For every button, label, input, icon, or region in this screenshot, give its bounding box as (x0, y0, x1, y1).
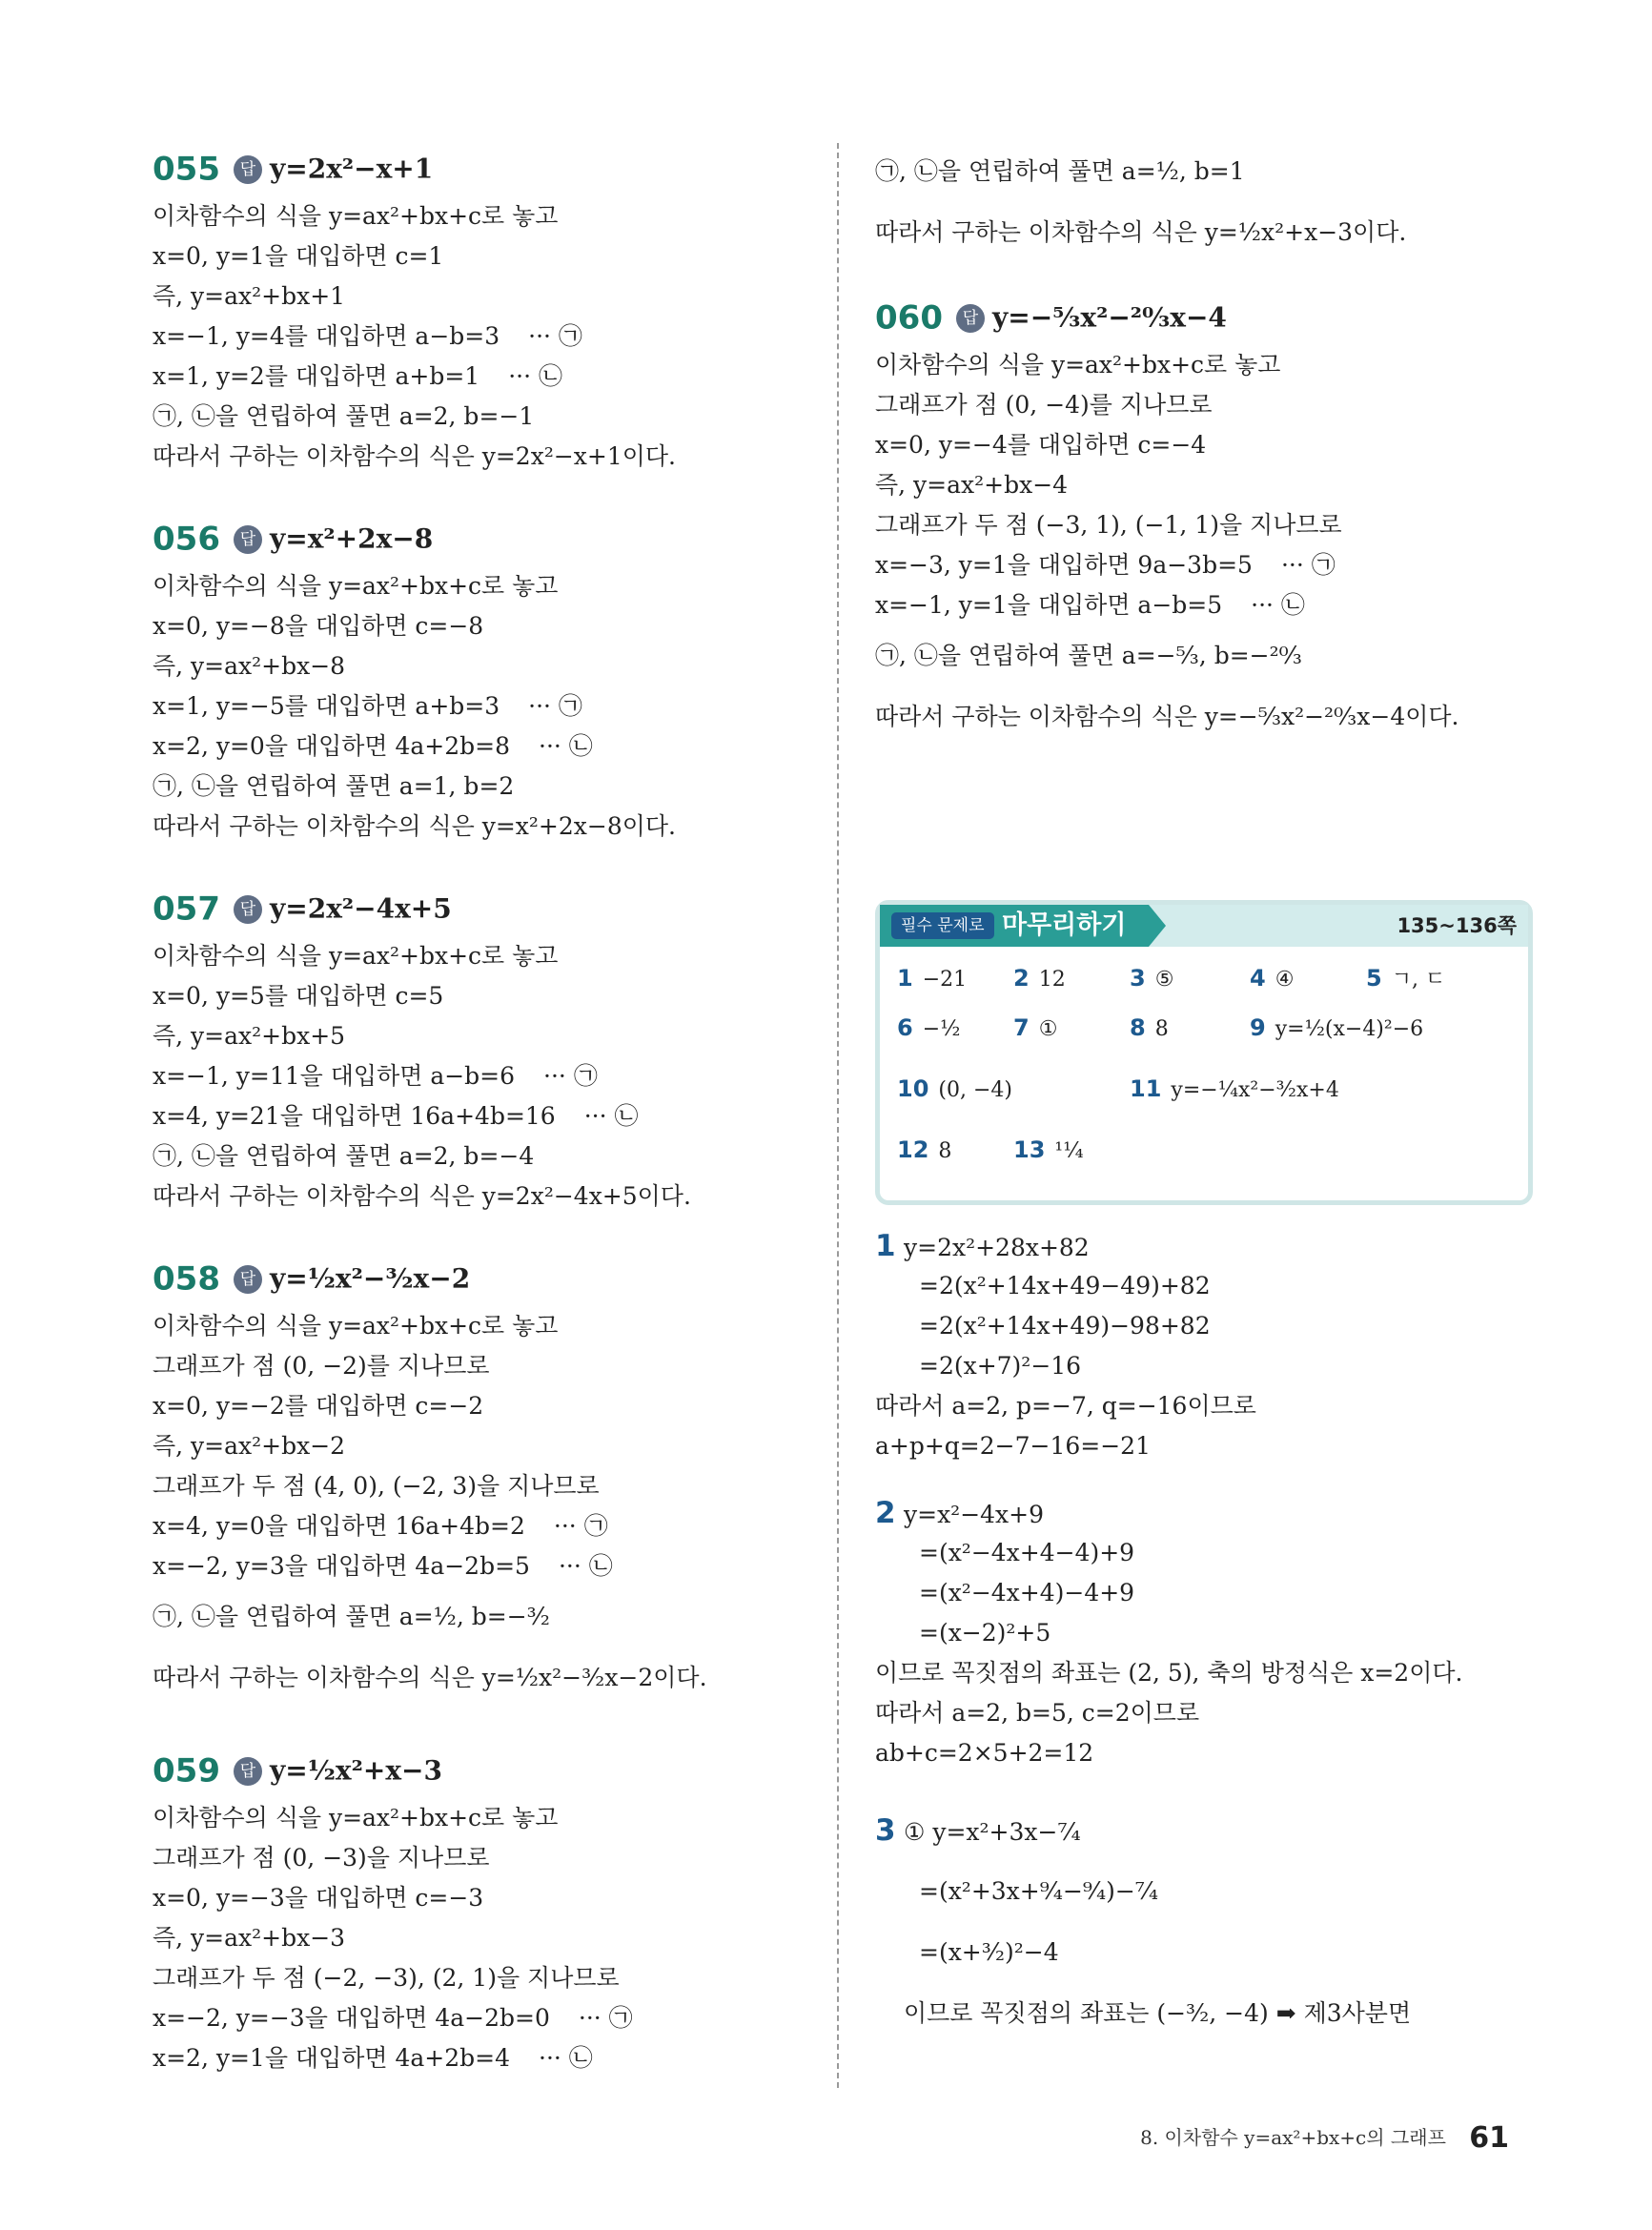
answer-cell (1366, 964, 1445, 994)
problem-answer: y=x²+2x−8 (269, 522, 434, 555)
equation-marker: ··· ㉡ (539, 2044, 593, 2072)
line-text: y=x²−4x+9 (904, 1501, 1044, 1528)
line-text: 따라서 구하는 이차함수의 식은 y=2x²−4x+5이다. (153, 1182, 691, 1210)
answer-badge: 답 (234, 895, 262, 924)
line-text: 따라서 a=2, p=−7, q=−16이므로 (875, 1392, 1256, 1420)
line-text: 이차함수의 식을 y=ax²+bx+c로 놓고 (153, 1312, 559, 1340)
answer-value: ④ (1275, 968, 1295, 992)
line-text: x=−1, y=11을 대입하면 a−b=6 (153, 1062, 516, 1090)
problem-block (153, 881, 820, 1217)
problem-number: 055 (153, 150, 220, 189)
problem-answer: y=−⁵⁄₃x²−²⁰⁄₃x−4 (991, 301, 1227, 334)
solution-block (875, 1493, 1542, 1773)
line-text: 그래프가 점 (0, −3)을 지나므로 (153, 1844, 490, 1872)
solution-line (153, 276, 820, 317)
problem-number: 060 (875, 298, 943, 338)
equation-marker: ··· ㉠ (553, 1512, 608, 1540)
right-column (875, 141, 1542, 2044)
solution-line (875, 385, 1542, 425)
line-text: x=4, y=21을 대입하면 16a+4b=16 (153, 1102, 556, 1130)
column-divider (837, 143, 839, 2088)
line-text: =(x²−4x+4)−4+9 (919, 1579, 1135, 1606)
equation-marker: ··· ㉡ (583, 1102, 639, 1130)
solution-line (875, 1800, 1542, 1861)
summary-box (875, 900, 1533, 1205)
answer-cell (1013, 1135, 1084, 1166)
equation-marker: ··· ㉠ (1280, 551, 1336, 579)
solution-line (875, 141, 1542, 202)
answer-cell (897, 1135, 951, 1166)
answer-cell (897, 1013, 960, 1044)
solution-line (153, 646, 820, 686)
line-text: x=−3, y=1을 대입하면 9a−3b=5 (875, 551, 1253, 579)
line-text: 즉, y=ax²+bx−3 (153, 1924, 346, 1952)
answer-value: 8 (938, 1139, 952, 1163)
line-text: y=2x²+28x+82 (904, 1234, 1090, 1261)
problem-block (153, 1743, 820, 2078)
solution-line (153, 1426, 820, 1466)
line-text: 이므로 꼭짓점의 좌표는 (2, 5), 축의 방정식은 x=2이다. (875, 1659, 1463, 1687)
solution-line (153, 236, 820, 276)
line-text: 이차함수의 식을 y=ax²+bx+c로 놓고 (153, 202, 559, 230)
solution-line (153, 2038, 820, 2078)
solution-line (153, 437, 820, 477)
line-text: x=1, y=2를 대입하면 a+b=1 (153, 362, 480, 390)
answer-number: 12 (897, 1136, 929, 1163)
line-text: ㉠, ㉡을 연립하여 풀면 a=1, b=2 (153, 772, 515, 800)
line-text: 따라서 구하는 이차함수의 식은 y=x²+2x−8이다. (153, 812, 676, 840)
solution-line (153, 317, 820, 357)
solution-line (875, 1922, 1542, 1983)
solution-block (875, 1800, 1542, 2044)
line-text: 즉, y=ax²+bx+1 (153, 282, 346, 310)
solution-line (875, 1613, 1542, 1653)
line-text: x=0, y=−3을 대입하면 c=−3 (153, 1884, 484, 1912)
line-text: =(x²+3x+⁹⁄₄−⁹⁄₄)−⁷⁄₄ (919, 1877, 1159, 1905)
line-text: 이므로 꼭짓점의 좌표는 (−³⁄₂, −4) ➡ 제3사분면 (904, 1999, 1412, 2027)
solution-number: 1 (875, 1229, 896, 1263)
line-text: 따라서 구하는 이차함수의 식은 y=−⁵⁄₃x²−²⁰⁄₃x−4이다. (875, 703, 1459, 730)
problem-answer: y=2x²−x+1 (269, 153, 434, 185)
answer-value: 8 (1154, 1017, 1169, 1041)
problem-number: 057 (153, 890, 220, 929)
line-text: x=−2, y=−3을 대입하면 4a−2b=0 (153, 2004, 550, 2032)
line-text: ab+c=2×5+2=12 (875, 1739, 1094, 1767)
problem-number: 058 (153, 1259, 220, 1299)
solution-number: 3 (875, 1813, 896, 1848)
answer-badge: 답 (956, 304, 985, 333)
solution-block (875, 1226, 1542, 1466)
problem-header (875, 290, 1542, 345)
equation-marker: ··· ㉡ (1251, 591, 1305, 619)
solution-line (875, 425, 1542, 465)
line-text: x=0, y=−4를 대입하면 c=−4 (875, 431, 1207, 459)
summary-tag: 필수 문제로 (891, 912, 994, 939)
answer-number: 6 (897, 1014, 913, 1041)
answer-value: ① (1038, 1017, 1058, 1041)
solution-line (153, 1506, 820, 1546)
line-text: ① y=x²+3x−⁷⁄₄ (904, 1818, 1081, 1846)
left-column (153, 141, 820, 2078)
problem-block (153, 141, 820, 477)
chapter-title: 8. 이차함수 y=ax²+bx+c의 그래프 (1140, 2126, 1446, 2149)
solution-line (153, 1918, 820, 1958)
line-text: 따라서 구하는 이차함수의 식은 y=2x²−x+1이다. (153, 442, 676, 470)
line-text: =(x²−4x+4−4)+9 (919, 1539, 1135, 1566)
equation-marker: ··· ㉠ (528, 692, 582, 720)
answer-cell (1250, 1013, 1423, 1044)
solution-line (153, 1306, 820, 1346)
solution-line (875, 686, 1542, 747)
answer-number: 5 (1366, 965, 1382, 992)
answer-cell (1013, 1013, 1057, 1044)
problem-answer: y=½x²+x−3 (269, 1754, 442, 1787)
problem-block (153, 511, 820, 847)
answer-cell (897, 964, 967, 994)
equation-marker: ··· ㉠ (543, 1062, 598, 1090)
answer-number: 1 (897, 965, 913, 992)
solution-line (153, 1958, 820, 1998)
solution-line (875, 1493, 1542, 1533)
solution-line (153, 1016, 820, 1056)
solution-line (875, 545, 1542, 585)
solution-line (875, 1653, 1542, 1693)
line-text: x=−2, y=3을 대입하면 4a−2b=5 (153, 1552, 530, 1580)
answer-value: y=−¼x²−³⁄₂x+4 (1171, 1078, 1339, 1102)
line-text: =(x−2)²+5 (919, 1619, 1051, 1647)
right-top-section (875, 141, 1542, 747)
problem-number: 056 (153, 520, 220, 559)
problem-header (153, 141, 820, 196)
answer-cell (1130, 1074, 1339, 1105)
answer-number: 13 (1013, 1136, 1046, 1163)
problem-header (153, 511, 820, 566)
solution-line (153, 1346, 820, 1386)
answer-cell (1013, 964, 1066, 994)
solution-line (875, 202, 1542, 263)
line-text: ㉠, ㉡을 연립하여 풀면 a=2, b=−4 (153, 1142, 535, 1170)
solution-line (153, 1838, 820, 1878)
solution-line (875, 1306, 1542, 1346)
solution-line (875, 1733, 1542, 1773)
solution-line (875, 625, 1542, 686)
line-text: 따라서 구하는 이차함수의 식은 y=½x²−³⁄₂x−2이다. (153, 1664, 707, 1691)
problem-header (153, 1743, 820, 1798)
equation-marker: ··· ㉡ (508, 362, 562, 390)
answer-number: 11 (1130, 1075, 1162, 1102)
line-text: 즉, y=ax²+bx−2 (153, 1432, 346, 1460)
solution-line (153, 1586, 820, 1647)
solution-line (153, 807, 820, 847)
solution-line (153, 566, 820, 606)
line-text: x=−1, y=4를 대입하면 a−b=3 (153, 322, 500, 350)
line-text: ㉠, ㉡을 연립하여 풀면 a=−⁵⁄₃, b=−²⁰⁄₃ (875, 642, 1302, 669)
answer-badge: 답 (234, 525, 262, 554)
line-text: x=1, y=−5를 대입하면 a+b=3 (153, 692, 500, 720)
page-number: 61 (1469, 2121, 1509, 2155)
line-text: 따라서 a=2, b=5, c=2이므로 (875, 1699, 1200, 1727)
answer-badge: 답 (234, 1265, 262, 1294)
answer-cell (1250, 964, 1294, 994)
line-text: 이차함수의 식을 y=ax²+bx+c로 놓고 (153, 1804, 559, 1831)
solution-line (153, 1466, 820, 1506)
line-text: x=−1, y=1을 대입하면 a−b=5 (875, 591, 1223, 619)
line-text: x=0, y=−2를 대입하면 c=−2 (153, 1392, 484, 1420)
solution-line (875, 505, 1542, 545)
solution-line (875, 1346, 1542, 1386)
answer-number: 10 (897, 1075, 929, 1102)
line-text: x=0, y=−8을 대입하면 c=−8 (153, 612, 484, 640)
answer-value: −½ (922, 1017, 961, 1041)
line-text: ㉠, ㉡을 연립하여 풀면 a=2, b=−1 (153, 402, 535, 430)
line-text: =(x+³⁄₂)²−4 (919, 1938, 1059, 1966)
solution-line (153, 767, 820, 807)
solution-line (875, 1861, 1542, 1922)
line-text: =2(x²+14x+49)−98+82 (919, 1312, 1211, 1340)
line-text: 이차함수의 식을 y=ax²+bx+c로 놓고 (153, 942, 559, 970)
solutions (875, 1226, 1542, 2044)
line-text: x=2, y=1을 대입하면 4a+2b=4 (153, 2044, 510, 2072)
solution-line (875, 1386, 1542, 1426)
equation-marker: ··· ㉡ (539, 732, 593, 760)
answer-value: −21 (922, 968, 968, 992)
line-text: 즉, y=ax²+bx−4 (875, 471, 1069, 499)
answer-value: ⑤ (1154, 968, 1174, 992)
solution-line (153, 976, 820, 1016)
solution-line (875, 1266, 1542, 1306)
line-text: ㉠, ㉡을 연립하여 풀면 a=½, b=−³⁄₂ (153, 1603, 550, 1630)
line-text: x=0, y=1을 대입하면 c=1 (153, 242, 444, 270)
solution-line (153, 357, 820, 397)
answer-value: ㄱ, ㄷ (1391, 968, 1446, 992)
answer-value: 12 (1038, 968, 1066, 992)
solution-line (153, 1998, 820, 2038)
line-text: x=4, y=0을 대입하면 16a+4b=2 (153, 1512, 525, 1540)
summary-box-header (880, 905, 1528, 947)
solution-line (875, 465, 1542, 505)
problem-060-wrap (875, 290, 1542, 747)
answer-value: y=½(x−4)²−6 (1275, 1017, 1424, 1041)
line-text: 그래프가 두 점 (4, 0), (−2, 3)을 지나므로 (153, 1472, 600, 1500)
problem-number: 059 (153, 1751, 220, 1790)
equation-marker: ··· ㉠ (528, 322, 582, 350)
answer-cell (1130, 964, 1173, 994)
answer-cell (897, 1074, 1012, 1105)
solution-line (153, 1176, 820, 1217)
answer-badge: 답 (234, 155, 262, 184)
solution-line (153, 1096, 820, 1136)
solution-line (875, 1426, 1542, 1466)
answer-value: ¹¹⁄₄ (1054, 1139, 1084, 1163)
line-text: 그래프가 두 점 (−2, −3), (2, 1)을 지나므로 (153, 1964, 620, 1992)
equation-marker: ··· ㉠ (578, 2004, 633, 2032)
solution-line (153, 686, 820, 726)
solution-number: 2 (875, 1496, 896, 1530)
solution-line (153, 196, 820, 236)
line-text: 이차함수의 식을 y=ax²+bx+c로 놓고 (153, 572, 559, 600)
answer-number: 2 (1013, 965, 1030, 992)
solution-line (875, 1983, 1542, 2044)
line-text: ㉠, ㉡을 연립하여 풀면 a=½, b=1 (875, 157, 1245, 185)
line-text: 즉, y=ax²+bx−8 (153, 652, 346, 680)
solution-line (875, 1533, 1542, 1573)
answer-value: (0, −4) (938, 1078, 1012, 1102)
line-text: 따라서 구하는 이차함수의 식은 y=½x²+x−3이다. (875, 218, 1407, 246)
line-text: 즉, y=ax²+bx+5 (153, 1022, 346, 1050)
solution-line (153, 1798, 820, 1838)
solution-line (153, 1647, 820, 1708)
line-text: 이차함수의 식을 y=ax²+bx+c로 놓고 (875, 351, 1281, 378)
line-text: x=0, y=5를 대입하면 c=5 (153, 982, 444, 1010)
problem-block (153, 1251, 820, 1708)
problem-block (875, 290, 1542, 747)
answer-number: 4 (1250, 965, 1266, 992)
solution-line (875, 1573, 1542, 1613)
solution-line (875, 345, 1542, 385)
solution-line (153, 1878, 820, 1918)
answer-number: 8 (1130, 1014, 1146, 1041)
solution-line (153, 1136, 820, 1176)
answer-badge: 답 (234, 1757, 262, 1786)
line-text: =2(x+7)²−16 (919, 1352, 1082, 1380)
solution-line (153, 397, 820, 437)
line-text: 그래프가 점 (0, −4)를 지나므로 (875, 391, 1213, 419)
answer-cell (1130, 1013, 1169, 1044)
answer-number: 3 (1130, 965, 1146, 992)
summary-title: 마무리하기 (1002, 910, 1127, 940)
solution-line (153, 936, 820, 976)
line-text: =2(x²+14x+49−49)+82 (919, 1272, 1211, 1299)
equation-marker: ··· ㉡ (558, 1552, 613, 1580)
line-text: 그래프가 두 점 (−3, 1), (−1, 1)을 지나므로 (875, 511, 1342, 539)
answer-number: 7 (1013, 1014, 1030, 1041)
solution-line (153, 726, 820, 767)
solution-line (875, 1693, 1542, 1733)
line-text: 그래프가 점 (0, −2)를 지나므로 (153, 1352, 490, 1380)
solution-line (153, 1546, 820, 1586)
answer-number: 9 (1250, 1014, 1266, 1041)
solution-line (875, 1226, 1542, 1266)
line-text: x=2, y=0을 대입하면 4a+2b=8 (153, 732, 510, 760)
solution-line (153, 606, 820, 646)
page-footer (1140, 2121, 1509, 2155)
solution-line (153, 1386, 820, 1426)
problem-header (153, 881, 820, 936)
problem-header (153, 1251, 820, 1306)
line-text: a+p+q=2−7−16=−21 (875, 1432, 1151, 1460)
summary-pages: 135~136쪽 (1397, 914, 1517, 937)
solution-line (875, 585, 1542, 625)
problem-answer: y=2x²−4x+5 (269, 892, 452, 925)
solution-line (153, 1056, 820, 1096)
problem-answer: y=½x²−³⁄₂x−2 (269, 1262, 471, 1295)
